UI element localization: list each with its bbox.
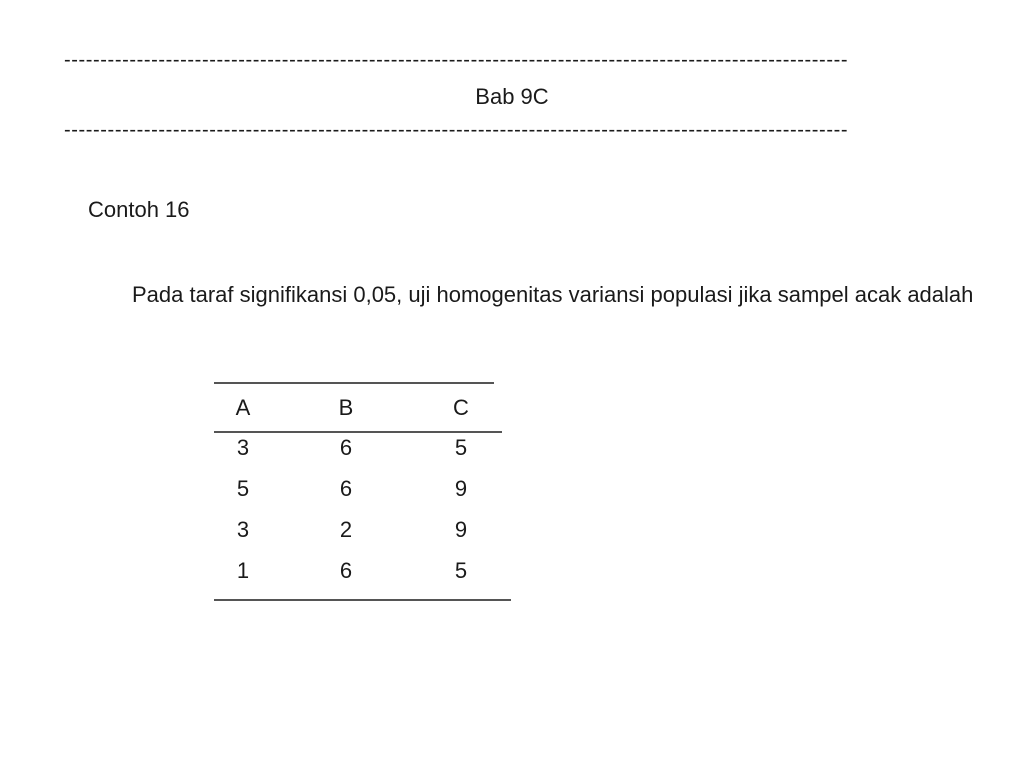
table-cell-c-2: 9 [454, 476, 468, 501]
column-header-c: C [453, 395, 469, 420]
table-cell-b-4: 6 [339, 558, 353, 583]
table-cell-a-1: 3 [236, 435, 250, 460]
problem-statement: Pada taraf signifikansi 0,05, uji homogenitas variansi populasi jika sampel acak adalah [132, 282, 974, 307]
table-bottom-rule [214, 599, 511, 601]
table-top-rule [214, 382, 494, 384]
top-dashed-separator: ------------------------------------------------------------------------------------------------------------ [64, 49, 849, 71]
column-header-a: A [235, 395, 251, 420]
table-cell-b-3: 2 [339, 517, 353, 542]
table-cell-b-2: 6 [339, 476, 353, 501]
table-cell-c-4: 5 [454, 558, 468, 583]
column-header-b: B [338, 395, 354, 420]
table-header-rule [214, 431, 502, 433]
table-cell-c-3: 9 [454, 517, 468, 542]
bottom-dashed-separator: ------------------------------------------------------------------------------------------------------------ [64, 119, 849, 141]
table-cell-a-3: 3 [236, 517, 250, 542]
sample-data-table [214, 382, 514, 602]
chapter-title: Bab 9C [475, 84, 549, 109]
table-cell-a-4: 1 [236, 558, 250, 583]
example-heading: Contoh 16 [88, 197, 190, 222]
table-cell-a-2: 5 [236, 476, 250, 501]
table-cell-c-1: 5 [454, 435, 468, 460]
table-cell-b-1: 6 [339, 435, 353, 460]
